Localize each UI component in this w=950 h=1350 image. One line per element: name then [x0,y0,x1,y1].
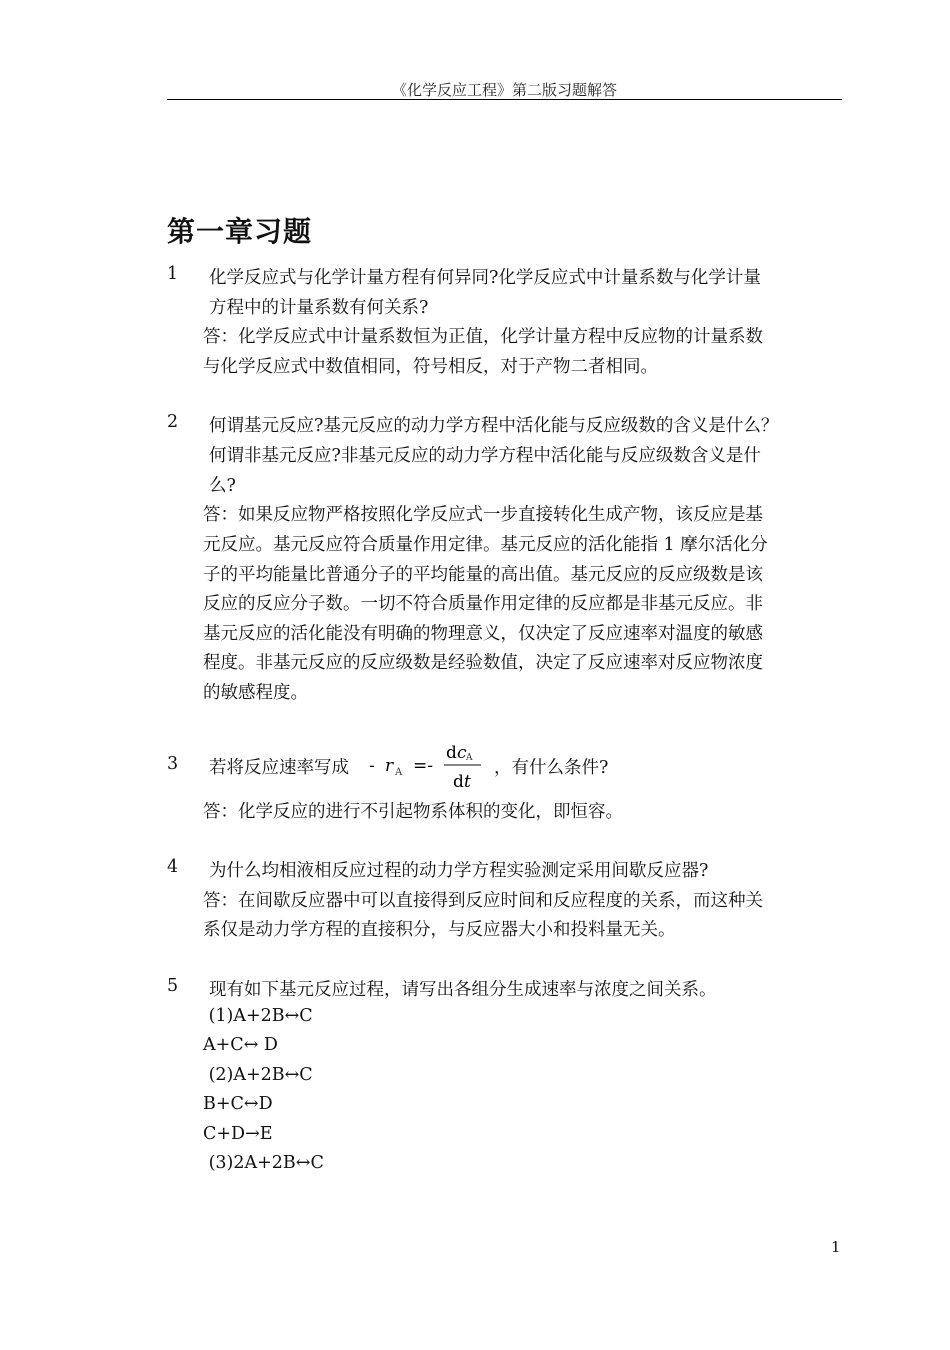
question-text: 方程中的计量系数有何关系? [209,298,429,318]
question-text: 何谓非基元反应?非基元反应的动力学方程中活化能与反应级数含义是什 [209,446,761,466]
reaction-line: (1)A+2B↔C [203,1006,313,1026]
page-header: 《化学反应工程》第二版习题解答 [391,81,617,99]
question-text: 何谓基元反应?基元反应的动力学方程中活化能与反应级数的含义是什么？ [209,416,779,436]
answer-text: 的敏感程度。 [203,683,308,703]
answer-text: 答：化学反应式中计量系数恒为正值，化学计量方程中反应物的计量系数 [203,327,763,347]
reaction-line: A+C↔ D [203,1035,278,1055]
formula-minus: - [369,756,375,776]
chapter-title: 第一章习题 [167,215,313,248]
question-number: 1 [167,264,179,284]
reaction-line: (3)2A+2B↔C [203,1153,324,1173]
reaction-line: C+D→E [203,1124,273,1144]
reaction-line: B+C↔D [203,1094,273,1114]
question-text: 若将反应速率写成 [209,758,349,778]
formula-numerator-c: c [457,743,467,763]
formula-denominator-d: d [453,772,464,792]
formula-numerator-subscript: A [466,753,473,763]
answer-text: 答：在间歇反应器中可以直接得到反应时间和反应程度的关系，而这种关 [203,891,763,911]
question-text: 化学反应式与化学计量方程有何异同?化学反应式中计量系数与化学计量 [209,268,761,288]
answer-text: 答：如果反应物严格按照化学反应式一步直接转化生成产物，该反应是基 [203,505,763,525]
formula-equals: =- [413,756,433,776]
formula-r: r [385,756,394,776]
answer-text: 系仅是动力学方程的直接积分，与反应器大小和投料量无关。 [203,920,676,940]
formula-r-subscript: A [395,767,403,778]
rate-formula [369,738,489,794]
reaction-line: (2)A+2B↔C [203,1065,313,1085]
question-number: 5 [167,976,179,996]
page-number: 1 [831,1238,841,1256]
question-number: 3 [167,754,179,774]
question-text: 么? [209,476,236,496]
question-text: 为什么均相液相反应过程的动力学方程实验测定采用间歇反应器? [209,861,709,881]
answer-text: 答：化学反应的进行不引起物系体积的变化，即恒容。 [203,802,623,822]
answer-text: 反应的反应分子数。一切不符合质量作用定律的反应都是非基元反应。非 [203,594,763,614]
answer-text: 元反应。基元反应符合质量作用定律。基元反应的活化能指 1 摩尔活化分 [203,535,768,555]
answer-text: 子的平均能量比普通分子的平均能量的高出值。基元反应的反应级数是该 [203,565,763,585]
question-text: 现有如下基元反应过程，请写出各组分生成速率与浓度之间关系。 [209,980,717,1000]
answer-text: 与化学反应式中数值相同，符号相反，对于产物二者相同。 [203,357,658,377]
question-number: 2 [167,412,179,432]
question-number: 4 [167,857,179,877]
formula-numerator-d: d [446,743,457,763]
header-rule [167,99,842,100]
formula-denominator-t: t [464,772,471,792]
question-text: ，有什么条件? [494,758,609,778]
answer-text: 程度。非基元反应的反应级数是经验数值，决定了反应速率对反应物浓度 [203,653,763,673]
answer-text: 基元反应的活化能没有明确的物理意义，仅决定了反应速率对温度的敏感 [203,624,763,644]
